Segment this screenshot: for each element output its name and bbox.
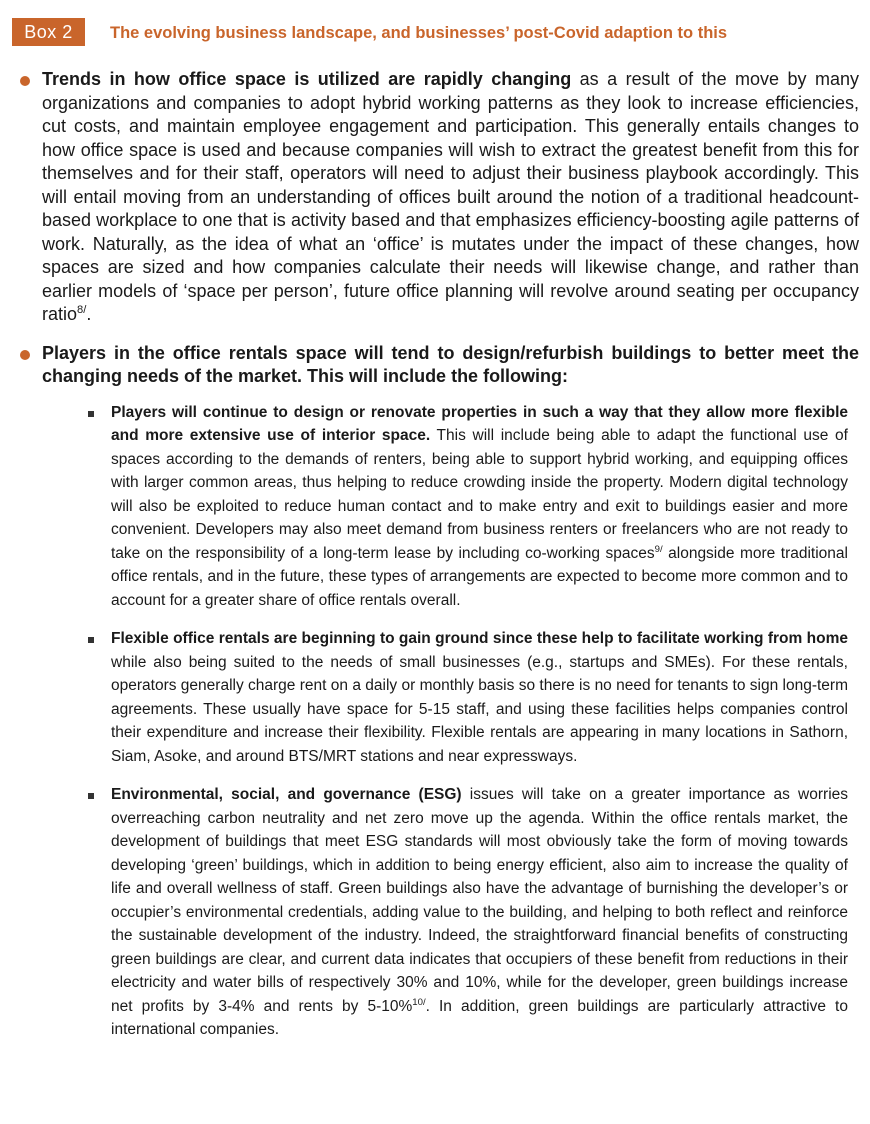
sub-item-text-tail: . In addition, green buildings are particularly attractive to international companies.: [111, 997, 848, 1038]
box-content: [0, 68, 870, 1042]
square-bullet-icon: [88, 793, 94, 799]
bullet-text-tail: .: [86, 304, 92, 324]
sub-item-flexible-rentals: [42, 627, 859, 768]
bullet-dot: [20, 350, 30, 360]
sub-item-list: [42, 401, 859, 1042]
sub-item-text: issues will take on a greater importance as worries overreaching carbon neutrality and net zero move up the agenda. Within the office rentals market, the development of buildings that meet ESG standards will most obviously take the form of moving towards developing ‘green’ buildings, which in addition to being energy efficient, also aim to increase the quality of life and overall wellness of staff. Green buildings also have the advantage of burnishing the developer’s or occupier’s environmental credentials, adding value to the building, and helping to both reflect and reinforce the sustainable development of the industry. Indeed, the straightforward financial benefits of constructing green buildings are clear, and current data indicates that occupiers of these benefit from reductions in their electricity and water bills of respectively 30% and 10%, while for the developer, green buildings increase net profits by 3-4% and rents by 5-10%: [111, 786, 849, 1015]
footnote-ref: 8/: [77, 304, 87, 316]
sub-item-esg: [42, 783, 859, 1042]
box-header: [0, 0, 870, 62]
sub-item-heading: Environmental, social, and governance (ESG): [111, 786, 462, 803]
sub-item-text: This will include being able to adapt the functional use of spaces according to the demands of renters, being able to support hybrid working, and equipping offices with larger common areas, thus helping to reduce crowding inside the property. Modern digital technology will also be exploited to reduce human contact and to make entry and exit to buildings easier and more convenient. Developers may also meet demand from business renters or freelancers who are not ready to take on the responsibility of a long-term lease by including co-working spaces: [111, 427, 848, 562]
bullet-dot: [20, 76, 30, 86]
box-label: Box 2: [12, 18, 85, 46]
footnote-ref: 9/: [654, 543, 663, 555]
sub-item-flexible-design: [42, 401, 859, 613]
sub-item-heading: Players will continue to design or renovate properties in such a way that they allow more flexible and more extensive use of interior space.: [111, 403, 848, 444]
sub-item-heading: Flexible office rentals are beginning to gain ground since these help to facilitate working from home: [111, 630, 848, 647]
bullet-heading: Players in the office rentals space will tend to design/refurbish buildings to better meet the changing needs of the market. This will include the following:: [42, 342, 859, 386]
box-title: The evolving business landscape, and businesses’ post-Covid adaption to this: [110, 24, 728, 42]
bullet-heading: Trends in how office space is utilized are rapidly changing: [42, 69, 572, 89]
bullet-office-space-trends: [0, 68, 870, 327]
bullet-office-rentals-players: [0, 342, 870, 1042]
bullet-text: as a result of the move by many organizations and companies to adopt hybrid working patterns as they look to increase efficiencies, cut costs, and maintain employee engagement and participation. This generally entails changes to how office space is used and because companies will wish to extract the greatest benefit from this for themselves and for their staff, operators will need to adjust their business playbook accordingly. This will entail moving from an understanding of offices built around the notion of a traditional headcount-based workplace to one that is activity based and that emphasizes efficiency-boosting agile patterns of work. Naturally, as the idea of what an ‘office’ is mutates under the impact of these changes, how spaces are sized and how companies calculate their needs will likewise change, and rather than earlier models of ‘space per person’, future office planning will revolve around seating per occupancy ratio: [42, 69, 859, 324]
footnote-ref: 10/: [412, 996, 426, 1008]
sub-item-text: while also being suited to the needs of small businesses (e.g., startups and SMEs). For these rentals, operators generally charge rent on a daily or monthly basis so there is no need for tenants to sign long-term agreements. These usually have space for 5-15 staff, and using these facilities helps companies control their expenditure and increase their flexibility. Flexible rentals are appearing in many locations in Sathorn, Siam, Asoke, and around BTS/MRT stations and near expressways.: [111, 653, 848, 765]
sub-item-text-tail: alongside more traditional office rentals, and in the future, these types of arrangements are expected to become more common and to account for a greater share of office rentals overall.: [111, 544, 848, 609]
square-bullet-icon: [88, 637, 94, 643]
square-bullet-icon: [88, 411, 94, 417]
